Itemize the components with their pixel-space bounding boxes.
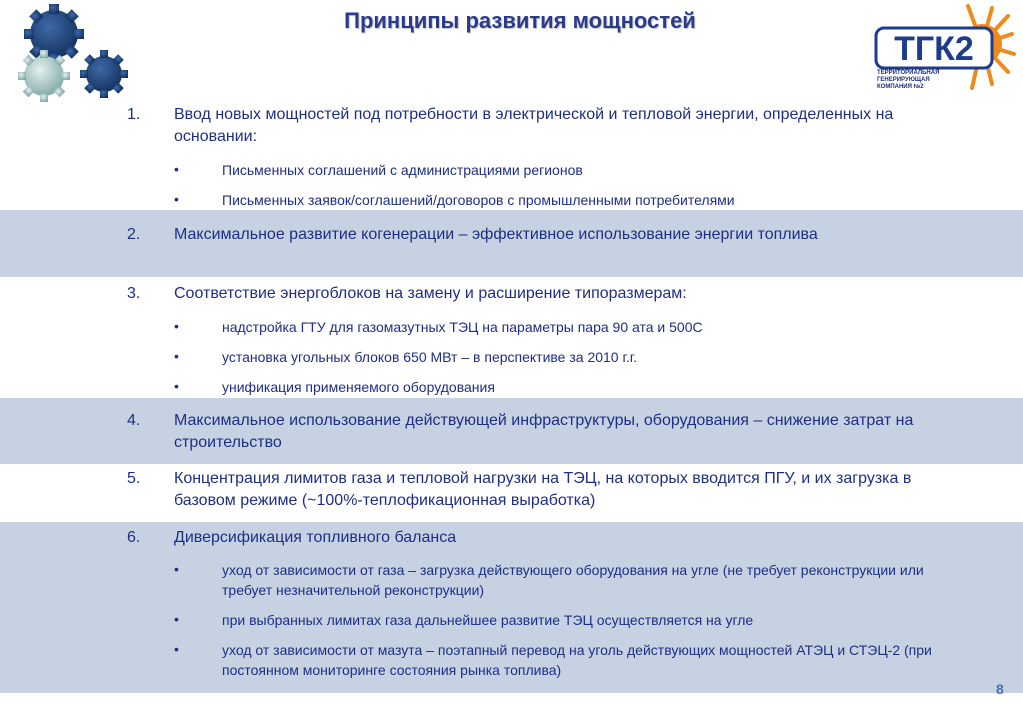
bullet-symbol: •: [174, 561, 179, 577]
bullet-symbol: •: [174, 641, 179, 657]
bullet-text: Письменных заявок/соглашений/договоров с промышленными потребителями: [222, 192, 735, 208]
item-text: Максимальное использование действующей инфраструктуры, оборудования – снижение затрат на строительство: [174, 412, 914, 451]
item-text: Ввод новых мощностей под потребности в электрической и тепловой энергии, определенных на основании:: [174, 106, 894, 145]
item-number: 1.: [127, 106, 141, 123]
bullet-text: унификация применяемого оборудования: [222, 379, 495, 395]
logo-caption: ТЕРРИТОРИАЛЬНАЯ ГЕНЕРИРУЮЩАЯ КОМПАНИЯ №2: [877, 70, 940, 90]
bullet-text: надстройка ГТУ для газомазутных ТЭЦ на параметры пара 90 ата и 500С: [222, 319, 703, 335]
page-title: Принципы развития мощностей: [344, 8, 696, 33]
bullet-symbol: •: [174, 318, 179, 334]
bullet-text: уход от зависимости от газа – загрузка действующего оборудования на угле (не требует реконструкции или требует незначительной реконструкции): [222, 562, 924, 598]
bullet-text: уход от зависимости от мазута – поэтапный перевод на уголь действующих мощностей АТЭЦ и СТЭЦ-2 (при постоянном мониторинге состояния рынка топлива): [222, 642, 932, 678]
item-number: 6.: [127, 529, 141, 546]
bullet-symbol: •: [174, 348, 179, 364]
bullet-symbol: •: [174, 378, 179, 394]
page-number: 8: [996, 681, 1004, 697]
bullet-text: Письменных соглашений с администрациями регионов: [222, 162, 583, 178]
item-text: Максимальное развитие когенерации – эффективное использование энергии топлива: [174, 226, 818, 243]
item-number: 4.: [127, 412, 141, 429]
logo-wordmark: ТГК2: [894, 30, 974, 68]
item-number: 3.: [127, 285, 141, 302]
bullet-symbol: •: [174, 161, 179, 177]
item-number: 2.: [127, 226, 141, 243]
bullet-symbol: •: [174, 611, 179, 627]
gears-icon: [6, 4, 132, 104]
bullet-text: установка угольных блоков 650 МВт – в перспективе за 2010 г.г.: [222, 349, 638, 365]
bullet-symbol: •: [174, 191, 179, 207]
bullet-text: при выбранных лимитах газа дальнейшее развитие ТЭЦ осуществляется на угле: [222, 612, 754, 628]
item-text: Соответствие энергоблоков на замену и расширение типоразмерам:: [174, 285, 687, 302]
item-text: Концентрация лимитов газа и тепловой нагрузки на ТЭЦ, на которых вводится ПГУ, и их загрузка в базовом режиме (~100%-теплофикационная выработка): [174, 470, 912, 509]
item-number: 5.: [127, 470, 141, 487]
item-text: Диверсификация топливного баланса: [174, 529, 457, 546]
